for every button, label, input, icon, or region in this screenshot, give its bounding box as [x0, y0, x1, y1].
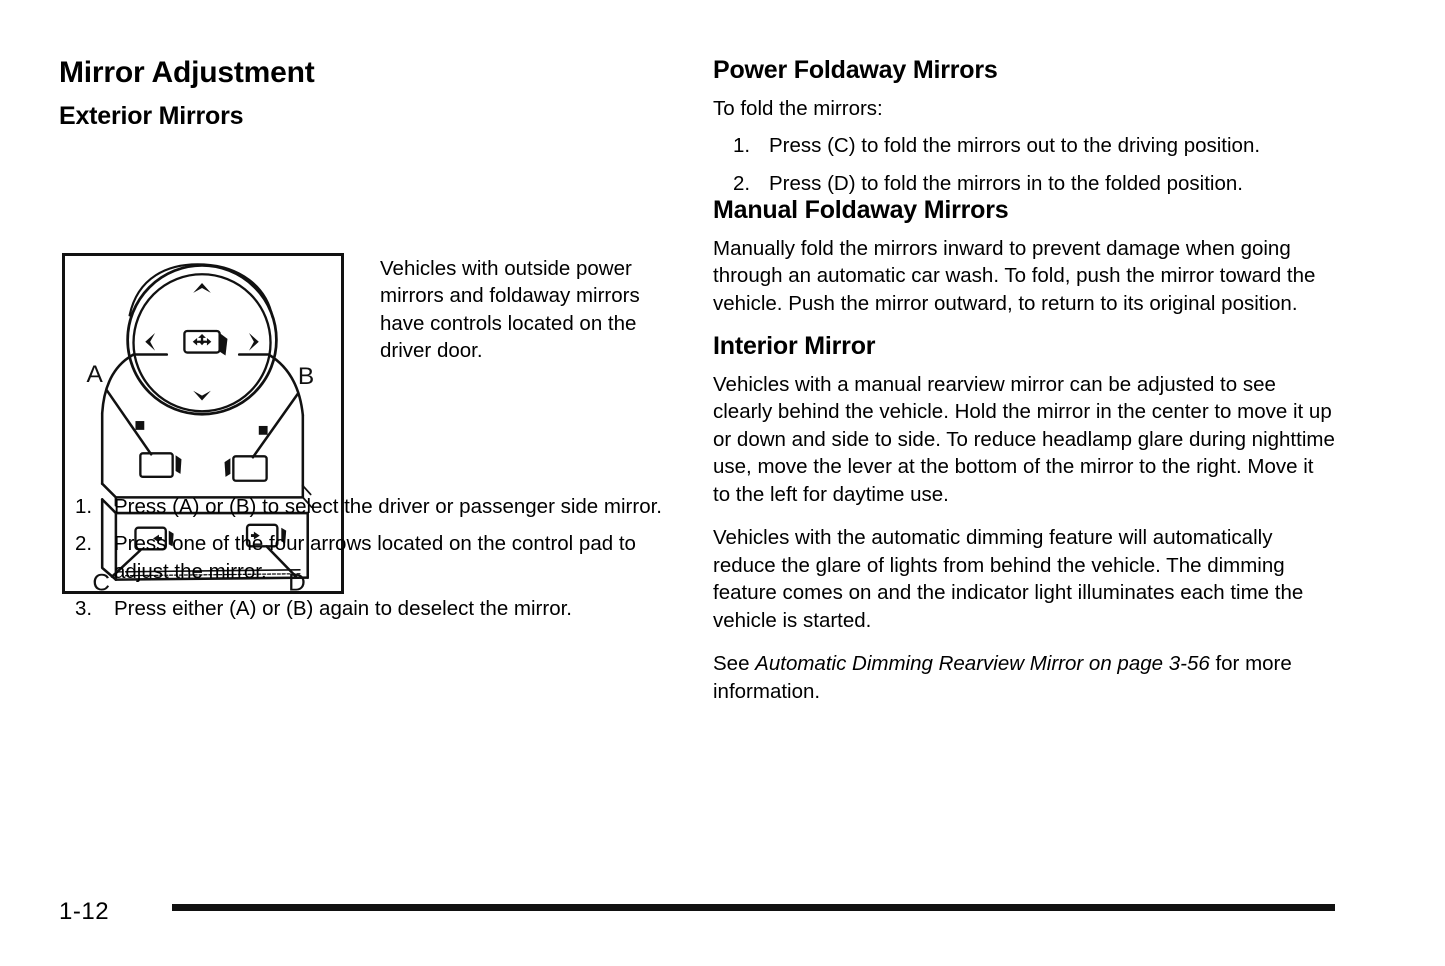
step-text: Press (C) to fold the mirrors out to the driving position.	[769, 134, 1261, 157]
manual-foldaway-paragraph: Manually fold the mirrors inward to prevent damage when going through an automatic car wash. To fold, push the mirror toward the vehicle. Push the mirror outward, to return to its original position.	[713, 236, 1316, 315]
indicator-squares	[135, 421, 267, 435]
left-column	[59, 57, 679, 623]
step-text: Press (D) to fold the mirrors in to the folded position.	[769, 171, 1243, 195]
exterior-mirror-steps	[59, 493, 679, 623]
page-number: 1-12	[59, 898, 110, 925]
button-a	[140, 453, 181, 476]
step-text: Press either (A) or (B) again to deselect the mirror.	[114, 597, 573, 621]
list-item	[59, 530, 679, 585]
cross-reference-title: Automatic Dimming Rearview Mirror on page 3-56	[755, 652, 1210, 675]
section-heading-manual-foldaway-mirrors: Manual Foldaway Mirrors	[713, 196, 1009, 224]
step-text: Press (A) or (B) to select the driver or passenger side mirror.	[114, 494, 662, 518]
right-column	[713, 57, 1335, 705]
section-heading-exterior-mirrors: Exterior Mirrors	[59, 102, 244, 131]
button-b	[225, 456, 267, 480]
step-number: 1.	[733, 134, 751, 157]
step-text: Press one of the four arrows located on the control pad to adjust the mirror.	[114, 532, 636, 583]
power-foldaway-steps	[713, 132, 1335, 197]
power-foldaway-intro: To fold the mirrors:	[713, 96, 883, 120]
step-number: 2.	[733, 171, 751, 195]
section-heading-power-foldaway-mirrors: Power Foldaway Mirrors	[713, 56, 998, 84]
list-item	[713, 170, 1335, 198]
step-number: 1.	[75, 494, 93, 518]
callout-label-b: B	[297, 362, 315, 390]
footer-rule	[172, 904, 1335, 911]
cross-reference-lead: See	[713, 652, 756, 675]
list-item	[59, 595, 679, 623]
step-number: 3.	[75, 597, 93, 621]
callout-label-a: A	[86, 360, 103, 388]
list-item	[59, 493, 679, 521]
callout-label-c: C	[92, 569, 111, 591]
cross-reference-tail: for more information.	[713, 652, 1292, 703]
figure-caption: Vehicles with outside power mirrors and foldaway mirrors have controls located on the driver door.	[380, 256, 640, 363]
interior-mirror-paragraph-2: Vehicles with the automatic dimming feature will automatically reduce the glare of lights from behind the vehicle. The dimming feature comes on and the indicator light illuminates each time the vehicle is started.	[713, 526, 1304, 632]
list-item	[713, 132, 1335, 160]
interior-mirror-paragraph-1: Vehicles with a manual rearview mirror can be adjusted to see clearly behind the vehicle. Hold the mirror in the center to move it up or down and side to side. To reduce headlamp glare during nighttime use, move the lever at the bottom of the mirror to the right. Move it to the left for daytime use.	[713, 372, 1335, 506]
step-number: 2.	[75, 532, 93, 556]
section-heading-interior-mirror: Interior Mirror	[713, 332, 876, 360]
page-title: Mirror Adjustment	[59, 56, 315, 89]
cross-reference	[713, 650, 1335, 705]
page-footer	[0, 886, 1445, 946]
callout-label-d: D	[288, 569, 306, 591]
center-mirror-icon	[184, 331, 227, 355]
